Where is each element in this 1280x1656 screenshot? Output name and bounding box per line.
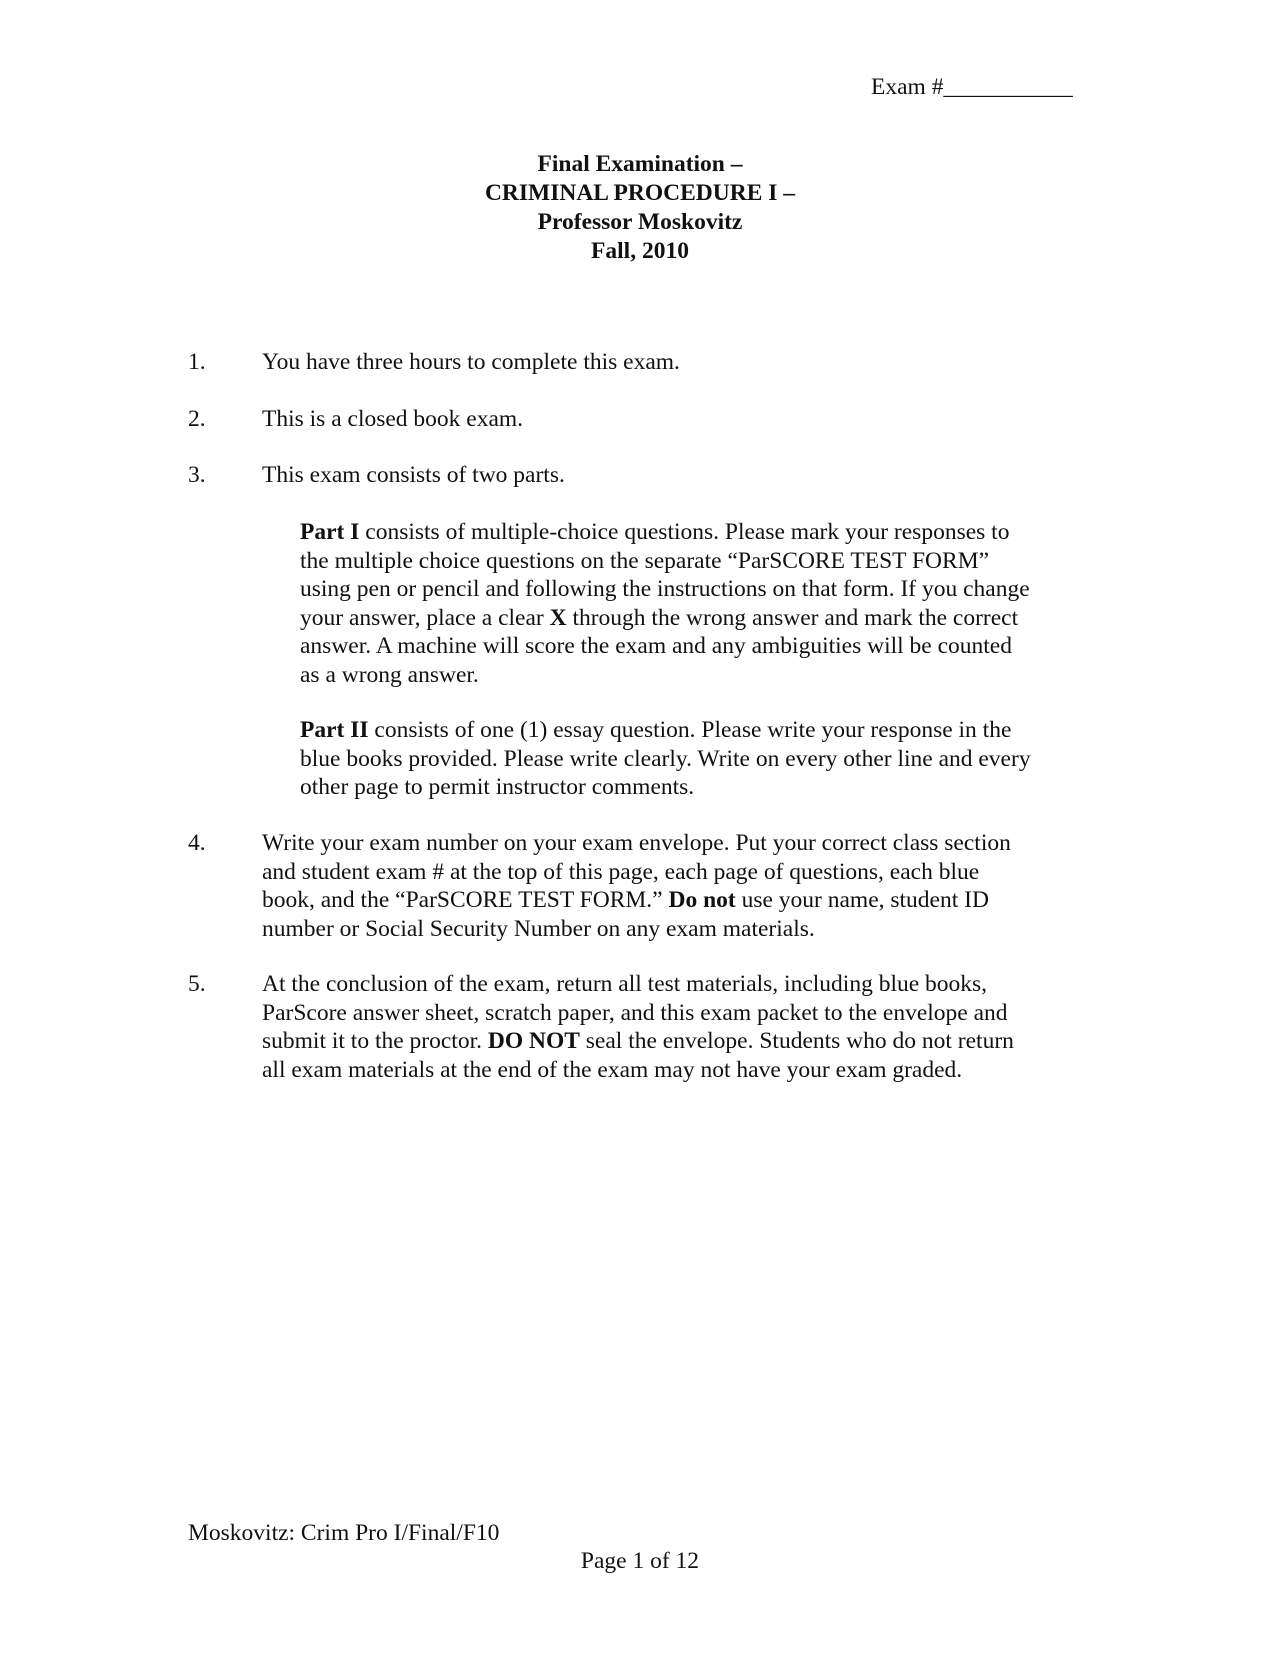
item-number: 1. [188,349,206,375]
part-2-line-3: other page to permit instructor comments. [300,774,695,801]
do-not-emphasis: DO NOT [487,1028,580,1055]
x-mark: X [549,604,567,631]
item-text: Write your exam number on your exam envelope. Put your correct class section and student exam # at the top of this page, each page of questions, each blue book, and the “ParSCORE TEST FORM.” Do not use your name, student ID number or Social Security Number on any exam materials. [262,830,1011,942]
exam-title-block [0,150,1280,266]
exam-number-field: Exam #___________ [871,74,1073,100]
part-1-line-4: your answer, place a clear X through the wrong answer and mark the correct [300,604,1019,631]
footer-page-number: Page 1 of 12 [580,1548,700,1574]
part-1-description [300,518,1090,690]
item-number: 4. [188,830,206,856]
item-text: This exam consists of two parts. [262,462,565,488]
do-not-emphasis: Do not [668,887,736,914]
part-1-line-2: the multiple choice questions on the separate “ParSCORE TEST FORM” [300,547,990,574]
title-line-professor: Professor Moskovitz [537,209,743,235]
title-line-term: Fall, 2010 [591,238,689,264]
part-2-label: Part II [300,717,369,743]
item-number: 5. [188,971,206,997]
part-1-label: Part I [300,519,360,545]
item-text: This is a closed book exam. [262,406,524,432]
part-2-line-1: Part II consists of one (1) essay question. Please write your response in the [300,717,1012,743]
item-text: You have three hours to complete this exam. [262,349,680,375]
title-line-1: Final Examination – [537,151,743,177]
title-line-course: CRIMINAL PROCEDURE I – [484,180,796,206]
part-2-line-2: blue books provided. Please write clearly. Write on every other line and every [300,745,1031,772]
item-number: 3. [188,462,206,488]
item-number: 2. [188,406,206,432]
item-text: At the conclusion of the exam, return all test materials, including blue books, ParScore answer sheet, scratch paper, and this exam packet to the envelope and submit it to the proctor. DO NOT seal the envelope. Students who do not return all exam materials at the end of the exam may not have your exam graded. [262,971,1014,1083]
part-1-line-1: Part I consists of multiple-choice questions. Please mark your responses to [300,519,1010,545]
part-1-line-5: answer. A machine will score the exam and any ambiguities will be counted [300,633,1012,660]
footer-course-ref: Moskovitz: Crim Pro I/Final/F10 [188,1520,500,1546]
part-2-description [300,716,1090,802]
part-1-line-6: as a wrong answer. [300,661,479,688]
part-1-line-3: using pen or pencil and following the instructions on that form. If you change [300,576,1030,603]
